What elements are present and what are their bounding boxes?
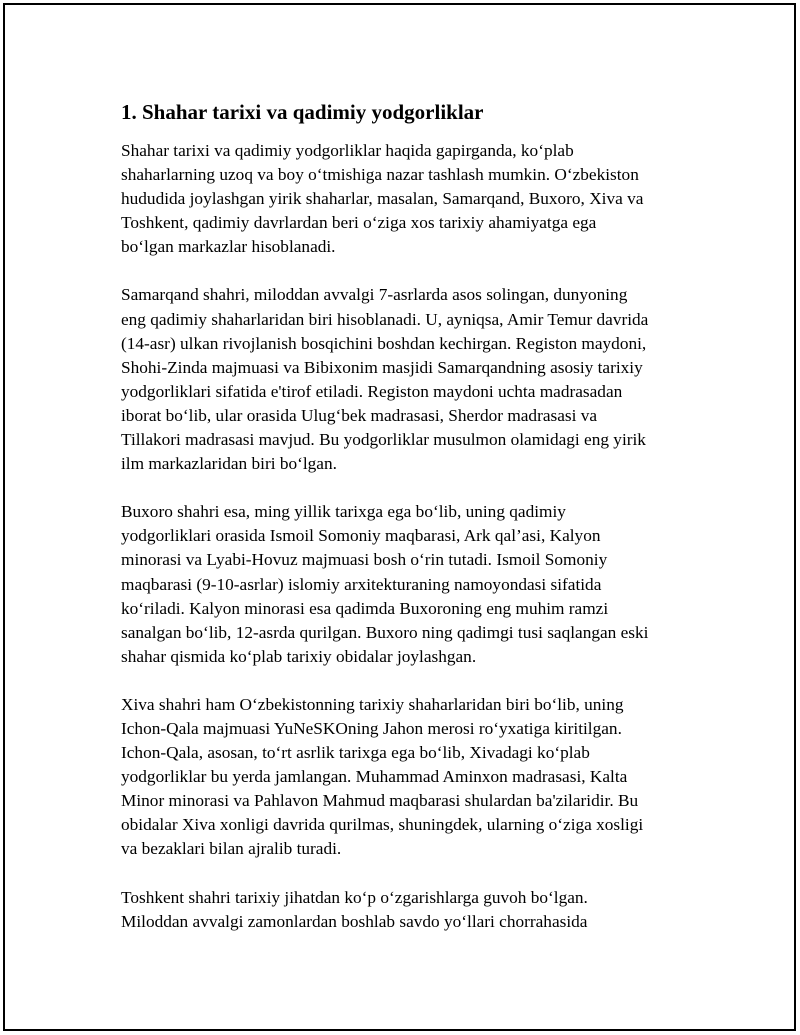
text-line: bo‘lgan markazlar hisoblanadi.	[121, 237, 336, 257]
text-line: Samarqand shahri, miloddan avvalgi 7-asrlarda asos solingan, dunyoning	[121, 285, 628, 305]
text-line: yodgorliklari orasida Ismoil Somoniy maqbarasi, Ark qal’asi, Kalyon	[121, 526, 601, 546]
text-line: eng qadimiy shaharlaridan biri hisoblanadi. U, ayniqsa, Amir Temur davrida	[121, 309, 649, 329]
text-line: va bezaklari bilan ajralib turadi.	[121, 839, 342, 859]
text-line: Ichon-Qala, asosan, to‘rt asrlik tarixga ega bo‘lib, Xivadagi ko‘plab	[121, 743, 590, 763]
text-line: shahar qismida ko‘plab tarixiy obidalar joylashgan.	[121, 646, 477, 666]
text-line: Toshkent, qadimiy davrlardan beri o‘ziga xos tarixiy ahamiyatga ega	[121, 213, 597, 233]
text-line: (14-asr) ulkan rivojlanish bosqichini boshdan kechirgan. Registon maydoni,	[121, 333, 647, 353]
text-line: Ichon-Qala majmuasi YuNeSKOning Jahon merosi ro‘yxatiga kiritilgan.	[121, 718, 622, 738]
text-line: ko‘riladi. Kalyon minorasi esa qadimda Buxoroning eng muhim ramzi	[121, 598, 609, 618]
text-line: Xiva shahri ham O‘zbekistonning tarixiy shaharlaridan biri bo‘lib, uning	[121, 694, 624, 714]
paragraph-xiva	[121, 693, 691, 862]
text-line: Shahar tarixi va qadimiy yodgorliklar haqida gapirganda, ko‘plab	[121, 141, 574, 160]
document-body	[121, 99, 691, 958]
text-line: Buxoro shahri esa, ming yillik tarixga ega bo‘lib, uning qadimiy	[121, 502, 566, 522]
text-line: Tillakori madrasasi mavjud. Bu yodgorliklar musulmon olamidagi eng yirik	[121, 430, 646, 450]
section-heading: 1. Shahar tarixi va qadimiy yodgorliklar	[121, 100, 484, 124]
paragraph-buxoro	[121, 500, 691, 669]
paragraph-samarqand	[121, 283, 691, 476]
text-line: sanalgan bo‘lib, 12-asrda qurilgan. Buxoro ning qadimgi tusi saqlangan eski	[121, 622, 649, 642]
text-line: maqbarasi (9-10-asrlar) islomiy arxitekturaning namoyondasi sifatida	[121, 574, 602, 594]
text-line: yodgorliklari sifatida e'tirof etiladi. Registon maydoni uchta madrasadan	[121, 381, 623, 401]
text-line: hududida joylashgan yirik shaharlar, masalan, Samarqand, Buxoro, Xiva va	[121, 189, 644, 209]
text-line: obidalar Xiva xonligi davrida qurilmas, shuningdek, ularning o‘ziga xosligi	[121, 815, 644, 835]
text-line: Minor minorasi va Pahlavon Mahmud maqbarasi shulardan ba'zilaridir. Bu	[121, 791, 639, 811]
paragraph-intro	[121, 139, 691, 259]
paragraph-toshkent	[121, 886, 691, 934]
text-line: Toshkent shahri tarixiy jihatdan ko‘p o‘zgarishlarga guvoh bo‘lgan.	[121, 887, 588, 907]
text-line: iborat bo‘lib, ular orasida Ulug‘bek madrasasi, Sherdor madrasasi va	[121, 405, 598, 425]
text-line: ilm markazlaridan biri bo‘lgan.	[121, 454, 337, 474]
text-line: yodgorliklar bu yerda jamlangan. Muhammad Aminxon madrasasi, Kalta	[121, 767, 628, 787]
page-border	[3, 3, 796, 1031]
text-line: shaharlarning uzoq va boy o‘tmishiga nazar tashlash mumkin. O‘zbekiston	[121, 165, 639, 185]
text-line: Shohi-Zinda majmuasi va Bibixonim masjidi Samarqandning asosiy tarixiy	[121, 357, 643, 377]
text-line: Miloddan avvalgi zamonlardan boshlab savdo yo‘llari chorrahasida	[121, 911, 588, 931]
text-line: minorasi va Lyabi-Hovuz majmuasi bosh o‘rin tutadi. Ismoil Somoniy	[121, 550, 608, 570]
